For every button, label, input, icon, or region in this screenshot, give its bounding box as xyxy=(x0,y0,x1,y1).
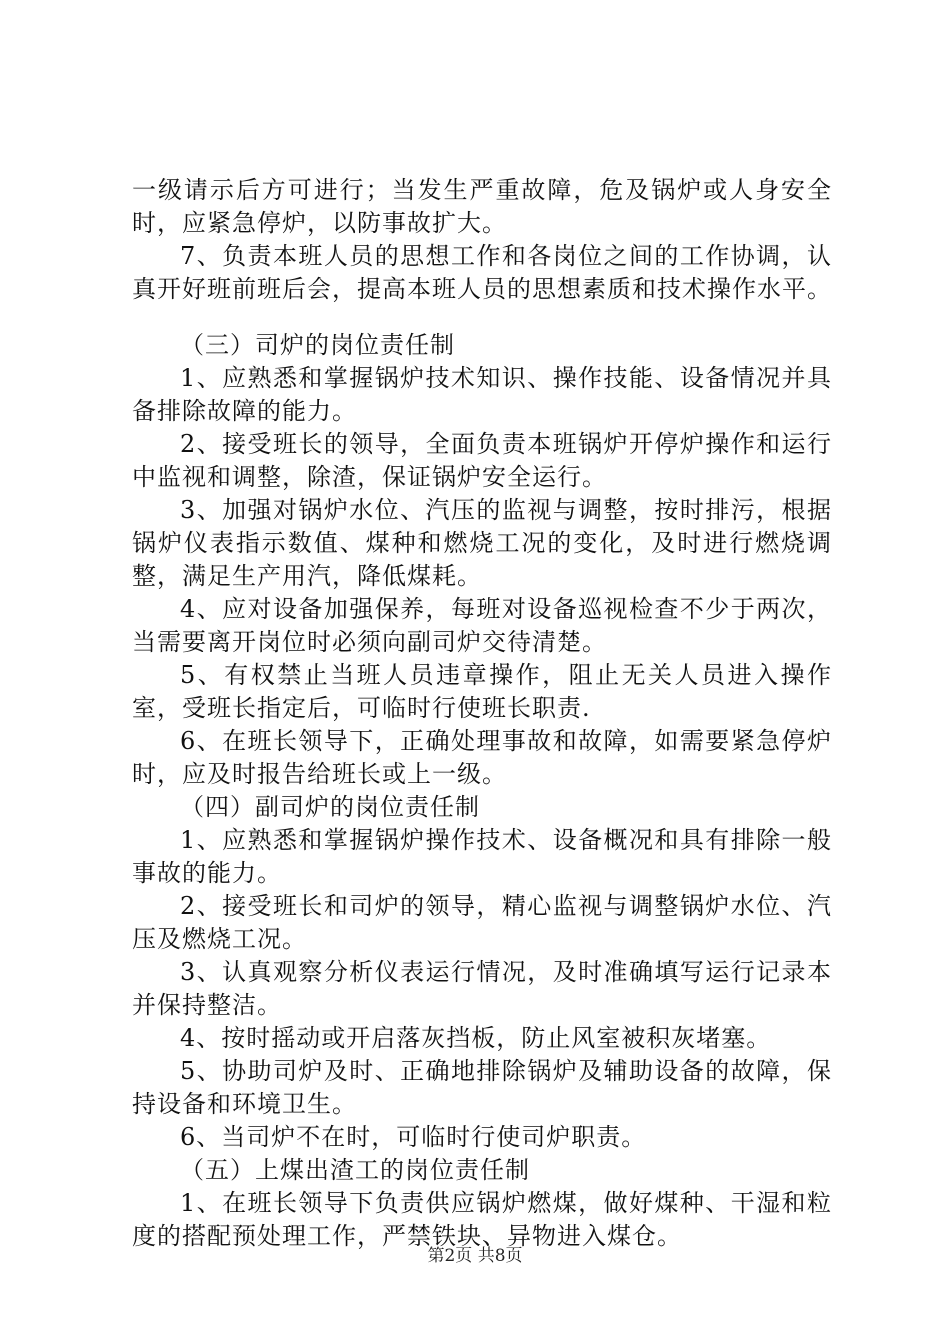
section4-item-5: 5、协助司炉及时、正确地排除锅炉及辅助设备的故障，保持设备和环境卫生。 xyxy=(132,1057,832,1118)
section4-item-3: 3、认真观察分析仪表运行情况，及时准确填写运行记录本并保持整洁。 xyxy=(132,958,832,1019)
section4-item-4: 4、按时摇动或开启落灰挡板，防止风室被积灰堵塞。 xyxy=(180,1024,772,1052)
section-heading-4: （四）副司炉的岗位责任制 xyxy=(180,793,480,821)
section5-item-1: 1、在班长领导下负责供应锅炉燃煤，做好煤种、干湿和粒度的搭配预处理工作，严禁铁块、异物进入煤仓。 xyxy=(132,1189,832,1250)
section3-item-3: 3、加强对锅炉水位、汽压的监视与调整，按时排污，根据锅炉仪表指示数值、煤种和燃烧工况的变化，及时进行燃烧调整，满足生产用汽，降低煤耗。 xyxy=(132,496,832,590)
section-heading-5: （五）上煤出渣工的岗位责任制 xyxy=(180,1156,530,1184)
section3-item-1: 1、应熟悉和掌握锅炉技术知识、操作技能、设备情况并具备排除故障的能力。 xyxy=(132,364,832,425)
section3-item-4: 4、应对设备加强保养，每班对设备巡视检查不少于两次，当需要离开岗位时必须向副司炉交待清楚。 xyxy=(132,595,832,656)
page-number-footer: 第2页 共8页 xyxy=(427,1246,523,1266)
paragraph-item-7: 7、负责本班人员的思想工作和各岗位之间的工作协调，认真开好班前班后会，提高本班人员的思想素质和技术操作水平。 xyxy=(132,242,832,303)
section3-item-2: 2、接受班长的领导，全面负责本班锅炉开停炉操作和运行中监视和调整，除渣，保证锅炉安全运行。 xyxy=(132,430,832,491)
section4-item-1: 1、应熟悉和掌握锅炉操作技术、设备概况和具有排除一般事故的能力。 xyxy=(132,826,832,887)
document-body xyxy=(132,174,832,1253)
section3-item-6: 6、在班长领导下，正确处理事故和故障，如需要紧急停炉时，应及时报告给班长或上一级。 xyxy=(132,727,832,788)
paragraph-continuation: 一级请示后方可进行；当发生严重故障，危及锅炉或人身安全时，应紧急停炉，以防事故扩大。 xyxy=(132,176,832,237)
paragraph-gap xyxy=(132,306,832,329)
section4-item-6: 6、当司炉不在时，可临时行使司炉职责。 xyxy=(180,1123,647,1151)
section3-item-5: 5、有权禁止当班人员违章操作，阻止无关人员进入操作室，受班长指定后，可临时行使班长职责. xyxy=(132,661,832,722)
section4-item-2: 2、接受班长和司炉的领导，精心监视与调整锅炉水位、汽压及燃烧工况。 xyxy=(132,892,832,953)
section-heading-3: （三）司炉的岗位责任制 xyxy=(180,331,455,359)
